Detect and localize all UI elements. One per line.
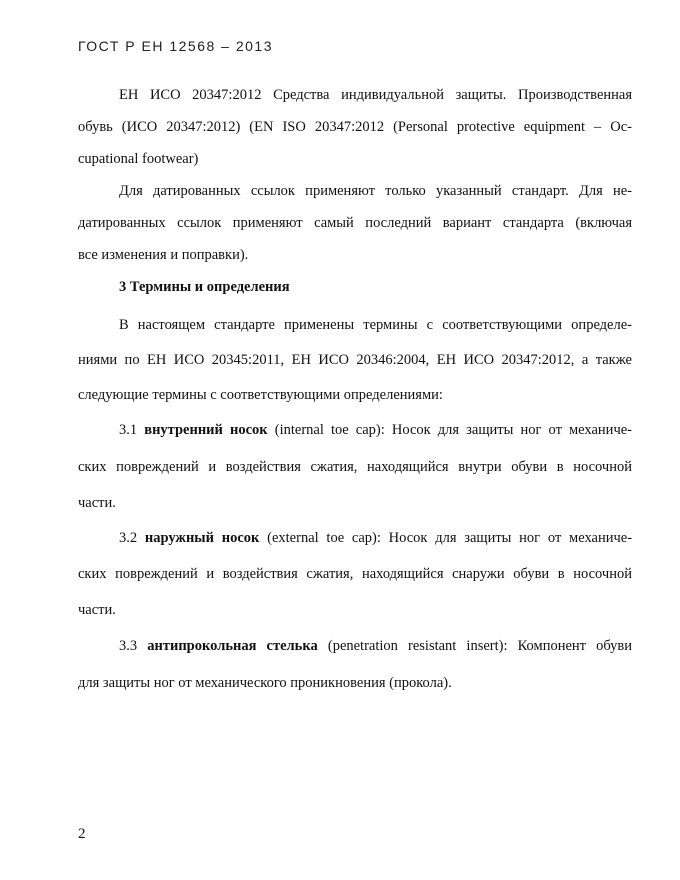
- term3-line2: для защиты ног от механического проникновения (прокола).: [78, 675, 452, 691]
- term3-term: антипрокольная стелька: [147, 638, 318, 654]
- para3-line1: В настоящем стандарте применены термины с соответствующими определе-: [119, 317, 632, 333]
- term2-line2: ских повреждений и воздействия сжатия, находящийся снаружи обуви в носочной: [78, 566, 632, 582]
- para2-line1: Для датированных ссылок применяют только указанный стандарт. Для не-: [119, 183, 632, 199]
- para3-line3: следующие термины с соответствующими определениями:: [78, 387, 443, 403]
- term2-number: 3.2: [119, 530, 138, 546]
- term2-english: (external toe cap):: [267, 530, 381, 546]
- document-header: ГОСТ Р ЕН 12568 – 2013: [78, 38, 273, 54]
- para1-line1: ЕН ИСО 20347:2012 Средства индивидуальной защиты. Производственная: [119, 87, 632, 103]
- term3-definition-start: Компонент обуви: [517, 638, 632, 654]
- term3-line1: [119, 637, 632, 657]
- para1-line3: cupational footwear): [78, 151, 199, 167]
- para2-line2: датированных ссылок применяют самый последний вариант стандарта (включая: [78, 215, 632, 231]
- term1-line1: [119, 421, 632, 441]
- term2-line3: части.: [78, 602, 116, 618]
- term1-term: внутренний носок: [144, 422, 268, 438]
- para1-line2: обувь (ИСО 20347:2012) (EN ISO 20347:2012 (Personal protective equipment – Oc-: [78, 119, 632, 135]
- term1-definition-start: Носок для защиты ног от механиче-: [391, 422, 632, 438]
- term3-english: (penetration resistant insert):: [327, 638, 508, 654]
- term2-term: наружный носок: [144, 530, 260, 546]
- para2-line3: все изменения и поправки).: [78, 247, 249, 263]
- term2-line1: [119, 529, 632, 549]
- section-heading: 3 Термины и определения: [119, 279, 290, 295]
- term1-line3: части.: [78, 495, 116, 511]
- para3-line2: ниями по ЕН ИСО 20345:2011, ЕН ИСО 20346:2004, ЕН ИСО 20347:2012, а также: [78, 352, 632, 368]
- term1-line2: ских повреждений и воздействия сжатия, находящийся внутри обуви в носочной: [78, 459, 632, 475]
- term1-number: 3.1: [119, 422, 138, 438]
- term2-definition-start: Носок для защиты ног от механиче-: [388, 530, 632, 546]
- term1-english: (internal toe cap):: [274, 422, 385, 438]
- page-number: 2: [78, 826, 86, 842]
- term3-number: 3.3: [119, 638, 138, 654]
